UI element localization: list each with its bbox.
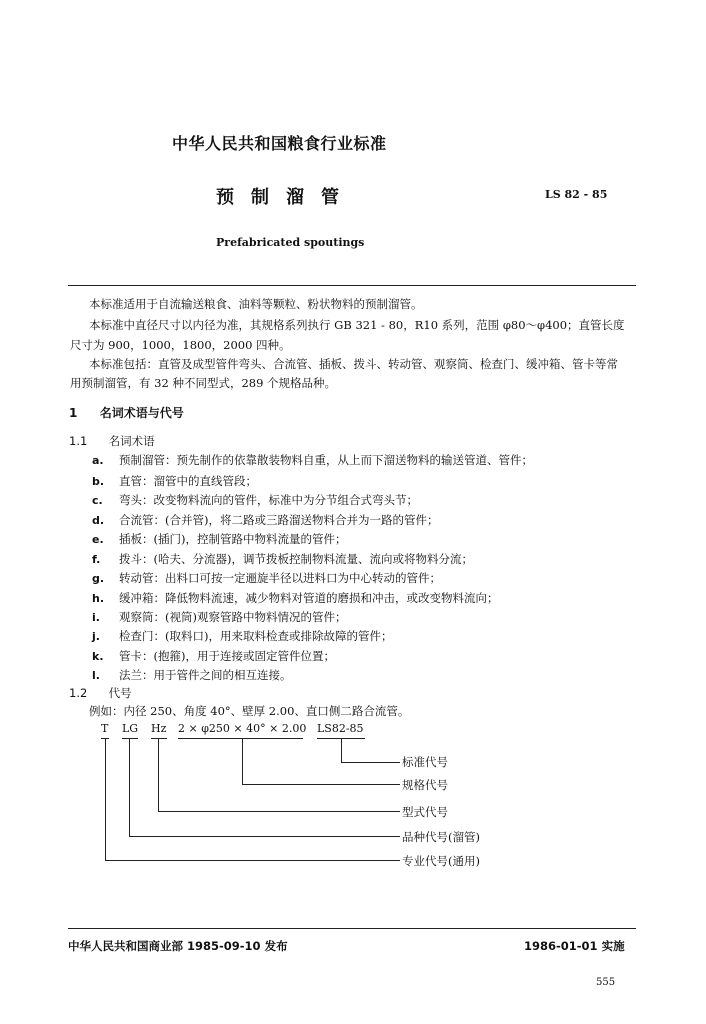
code-part-standard: LS82-85 (317, 722, 364, 735)
intro-paragraph-2-line-2: 尺寸为 900，1000，1800，2000 四种。 (70, 338, 291, 352)
term-letter: b. (92, 475, 105, 488)
code-example-description: 例如：内径 250、角度 40°、壁厚 2.00、直口侧二路合流管。 (89, 704, 410, 718)
implementation-date: 1986-01-01 实施 (524, 939, 625, 953)
code-part-spec: 2 × φ250 × 40° × 2.00 (178, 722, 307, 735)
term-letter: j. (92, 630, 100, 643)
intro-paragraph-3-line-2: 用预制溜管，有 32 种不同型式，289 个规格品种。 (70, 376, 337, 390)
label-type-code: 型式代号 (402, 805, 448, 819)
section-number: 1 (69, 406, 78, 420)
term-letter: f. (92, 553, 101, 566)
code-part-t: T (101, 722, 109, 735)
term-text: 缓冲箱：降低物料流速，减少物料对管道的磨损和冲击，或改变物料流向； (119, 591, 499, 605)
term-item (92, 531, 346, 547)
issue-date: 中华人民共和国商业部 1985-09-10 发布 (68, 939, 288, 953)
term-text: 插板：(插门)，控制管路中物料流量的管件； (119, 532, 347, 546)
term-text: 观察筒：(视筒)观察管路中物料情况的管件； (119, 610, 347, 624)
leader-horizontal-spec (242, 784, 400, 785)
footer-divider (68, 928, 636, 929)
leader-horizontal-hz (158, 811, 400, 812)
term-letter: g. (92, 572, 105, 585)
label-spec-code: 规格代号 (402, 778, 448, 792)
term-letter: l. (92, 669, 100, 682)
term-letter: e. (92, 533, 104, 546)
term-item (92, 492, 418, 508)
term-letter: d. (92, 514, 105, 527)
document-title: 预制溜管 (216, 187, 356, 208)
term-item (92, 628, 392, 644)
subsection-number: 1.2 (69, 686, 88, 700)
underline-spec (178, 738, 303, 739)
page-number: 555 (596, 977, 616, 988)
term-text: 弯头：改变物料流向的管件，标准中为分节组合式弯头节； (119, 493, 418, 507)
leader-vertical-lg (129, 738, 130, 836)
code-part-hz: Hz (151, 722, 167, 735)
underline-lg (122, 738, 138, 739)
term-text: 合流管：(合并管)，将二路或三路溜送物料合并为一路的管件； (119, 513, 439, 527)
term-text: 转动管：出料口可按一定逦旋半径以进料口为中心转动的管件； (119, 571, 441, 585)
term-letter: a. (92, 454, 104, 467)
leader-horizontal-standard (341, 762, 400, 763)
term-letter: h. (92, 592, 105, 605)
intro-paragraph-2-line-1: 本标准中直径尺寸以内径为准，其规格系列执行 GB 321 - 80，R10 系列，范围 φ80～φ400；直管长度 (89, 318, 625, 332)
label-variety-code: 品种代号(溜管) (402, 830, 480, 844)
subsection-1-2-heading (69, 685, 132, 701)
label-profession-code: 专业代号(通用) (402, 854, 480, 868)
leader-vertical-spec (242, 738, 243, 784)
term-item (92, 512, 438, 528)
subsection-title: 名词术语 (108, 434, 155, 448)
term-item (92, 667, 292, 683)
standard-code: LS 82 - 85 (545, 188, 608, 201)
label-standard-code: 标准代号 (402, 755, 448, 769)
leader-horizontal-lg (129, 836, 400, 837)
section-title: 名词术语与代号 (99, 406, 184, 420)
term-text: 预制溜管：预先制作的依靠散装物料自重，从上而下溜送物料的输送管道、管件； (119, 453, 533, 467)
leader-vertical-standard (341, 738, 342, 762)
term-item (92, 551, 473, 567)
term-item (92, 609, 346, 625)
subsection-number: 1.1 (69, 434, 88, 448)
term-item (92, 648, 335, 664)
term-text: 拨斗：(哈夫、分流器)，调节拨板控制物料流量、流向或将物料分流； (119, 552, 473, 566)
term-item (92, 452, 533, 468)
term-letter: c. (92, 494, 103, 507)
underline-hz (151, 738, 167, 739)
term-item (92, 590, 499, 606)
subsection-1-1-heading (69, 433, 155, 449)
term-letter: i. (92, 611, 100, 624)
term-text: 法兰：用于管件之间的相互连接。 (119, 668, 292, 682)
term-letter: k. (92, 650, 104, 663)
term-item (92, 570, 441, 586)
english-title: Prefabricated spoutings (216, 236, 365, 249)
section-1-heading (69, 404, 184, 421)
code-part-lg: LG (122, 722, 139, 735)
leader-vertical-t (105, 738, 106, 860)
leader-vertical-hz (158, 738, 159, 811)
term-text: 直管：溜管中的直线管段； (119, 474, 257, 488)
intro-paragraph-3-line-1: 本标准包括：直管及成型管件弯头、合流管、插板、拨斗、转动管、观察筒、检查门、缓冲箱、管卡等常 (89, 357, 618, 371)
term-item (92, 473, 257, 489)
term-text: 管卡：(抱箍)，用于连接或固定管件位置； (119, 649, 335, 663)
header-divider (68, 285, 636, 286)
leader-horizontal-t (105, 860, 400, 861)
intro-paragraph-1: 本标准适用于自流输送粮食、油料等颗粒、粉状物料的预制溜管。 (89, 297, 423, 311)
standard-organization: 中华人民共和国粮食行业标准 (172, 134, 387, 153)
subsection-title: 代号 (108, 686, 132, 700)
term-text: 检查门：(取料口)，用来取料检查或排除故障的管件； (119, 629, 393, 643)
